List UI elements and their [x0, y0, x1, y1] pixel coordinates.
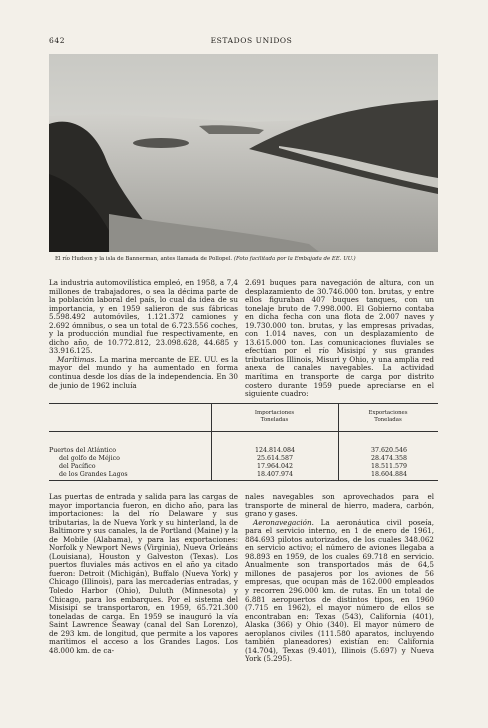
exports-value: 37.620.546: [370, 447, 408, 454]
cargo-table: [49, 403, 438, 481]
paragraph-aviation: [245, 519, 434, 664]
paragraph-fleet: 2.691 buques para navegación de altura, con un desplazamiento de 30.746.000 ton. brutas, y entre ellos figuraban 407 buques tanques, con un tonelaje bruto de 7.998.000. El Gobierno contaba en dicha fecha con una flota de 2.007 naves y 19.730.000 ton. brutas, y las empresas privadas, con 1.014 naves, con un desplazamiento de 13.615.000 ton. Las comunicaciones fluviales se efectúan por el río Misisipí y sus grandes tributarios Illinois, Misuri y Ohio, y una amplia red anexa de canales navegables. La actividad marítima en transporte de carga por distrito costero durante 1959 puede apreciarse en el siguiente cuadro:: [245, 279, 434, 399]
photo-credit: (Foto facilitada por la Embajada de EE. UU.): [233, 256, 356, 262]
column-2-bottom: [245, 493, 434, 715]
exports-value: 18.511.579: [370, 463, 408, 470]
table-bottom-rule: [49, 480, 438, 481]
imports-value: 25.614.587: [256, 455, 294, 462]
row-label: del golfo de Méjico: [59, 455, 120, 462]
row-label: Puertos del Atlántico: [49, 447, 117, 454]
photo-caption: [55, 256, 435, 263]
exports-value: 28.474.358: [370, 455, 408, 462]
caption-text: El río Hudson y la isla de Bannerman, antes llamada de Pollopel.: [55, 256, 233, 262]
table-header-rule: [49, 431, 438, 432]
section-lead-maritimas: Marítimas.: [57, 354, 97, 364]
running-title: ESTADOS UNIDOS: [210, 36, 293, 45]
page-number: 642: [49, 36, 66, 45]
row-label: del Pacífico: [59, 463, 96, 470]
imports-value: 17.964.042: [256, 463, 294, 470]
row-label: de los Grandes Lagos: [59, 471, 128, 478]
paragraph-aviation-text: La aeronáutica civil poseía, para el servicio interno, en 1 de enero de 1961, 884.693 pilotos autorizados, de los cuales 348.062 en servicio activo; el número de aviones llegaba a 98.893 en 1959, de los cuales 69.718 en servicio. Anualmente son transportados más de 64,5 millones de pasajeros por los aviones de 56 empresas, que ocupan más de 162.000 empleados y recorren 296.000 km. de rutas. En un total de 6.881 aeropuertos de distintos tipos, en 1960 (7.715 en 1962), el mayor número de ellos se encontraban en: Texas (543), California (401), Alaska (366) y Ohio (340). El mayor número de aeroplanos civiles (111.580 aparatos, incluyendo también planeadores) existían en: California (14.704), Texas (9.401), Illinois (5.697) y Nueva York (5.295).: [245, 517, 434, 664]
paragraph-ports: Las puertas de entrada y salida para las cargas de mayor importancia fueron, en dicho año, para las importaciones: la del río Delaware y sus tributarias, la de Nueva York y su hinterland, la de Baltimore y sus canales, la de Portland (Maine) y la de Mobile (Alabama), y para las exportaciones: Norfolk y Newport News (Virginia), Nueva Orleáns (Louisiana), Houston y Galveston (Texas). Los puertos fluviales más activos en el año ya citado fueron: Detroit (Michigán), Buffalo (Nueva York) y Chicago (Illinois), para las mercaderías entradas, y Toledo Harbor (Ohio), Duluth (Minnesota) y Chicago, para los embarques. Por el sistema del Misisipí se transportaron, en 1959, 65.721.300 toneladas de carga. En 1959 se inauguró la vía Saint Lawrence Seaway (canal del San Lorenzo), de 293 km. de longitud, que permite a los vapores marítimos el acceso a los Grandes Lagos. Los 48.000 km. de ca-: [49, 493, 238, 655]
column-2-top: [245, 279, 434, 399]
column-header-imports: Importaciones Toneladas: [254, 410, 295, 423]
table-top-rule: [49, 403, 438, 404]
column-1-bottom: [49, 493, 238, 715]
imports-value: 18.407.974: [256, 471, 294, 478]
paragraph-maritime: [49, 356, 238, 390]
paragraph-canals: nales navegables son aprovechados para el transporte de mineral de hierro, madera, carbón, grano y gases.: [245, 493, 434, 519]
section-lead-aeronavegacion: Aeronavegación.: [253, 517, 314, 527]
paragraph-maritime-text: La marina mercante de EE. UU. es la mayor del mundo y ha aumentado en forma continua desde los días de la independencia. En 30 de junio de 1962 incluía: [49, 354, 238, 390]
exports-value: 18.604.884: [370, 471, 408, 478]
paragraph-auto-industry: La industria automovilística empleó, en 1958, a 7,4 millones de trabajadores, o sea la décima parte de la población laboral del país, lo cual da idea de su importancia, y en 1959 salieron de sus fábricas 5.598.492 automóviles, 1.121.372 camiones y 2.692 ómnibus, o sea un total de 6.723.556 coches, y la producción mundial fue respectivamente, en dicho año, de 10.772.812, 23.098.628, 44.685 y 33.916.125.: [49, 279, 238, 356]
hudson-river-photo: [49, 54, 438, 252]
imports-value: 124.814.084: [254, 447, 296, 454]
column-header-exports: Exportaciones Toneladas: [368, 410, 408, 423]
